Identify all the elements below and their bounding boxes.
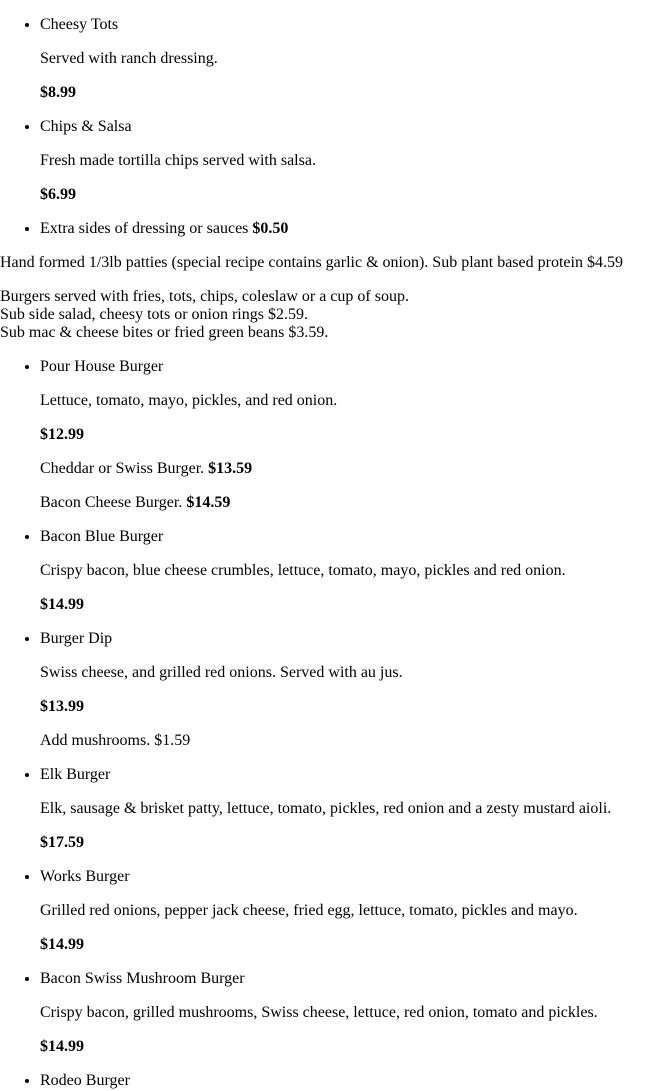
item-description: Grilled red onions, pepper jack cheese, fried egg, lettuce, tomato, pickles and mayo. bbox=[40, 902, 578, 919]
sides-line-2: Sub side salad, cheesy tots or onion rings $2.59. bbox=[0, 306, 308, 323]
menu-item-bacon-blue-burger bbox=[40, 528, 654, 614]
extra-sides-text: Extra sides of dressing or sauces bbox=[40, 220, 253, 237]
item-price: $6.99 bbox=[40, 186, 76, 203]
option-text: Cheddar or Swiss Burger. bbox=[40, 460, 209, 477]
item-name: • Chips & Salsa bbox=[40, 118, 132, 135]
item-price: $14.99 bbox=[40, 1038, 84, 1055]
menu-item-bacon-swiss-mushroom-burger bbox=[40, 970, 654, 1056]
option-text: Bacon Cheese Burger. bbox=[40, 494, 187, 511]
item-description: Fresh made tortilla chips served with salsa. bbox=[40, 152, 316, 169]
item-price: $14.99 bbox=[40, 596, 84, 613]
menu-item-cheesy-tots bbox=[40, 16, 654, 102]
menu-item-extra-sides bbox=[40, 220, 654, 238]
item-name: • Bacon Swiss Mushroom Burger bbox=[40, 970, 245, 987]
item-price: $12.99 bbox=[40, 426, 84, 443]
item-option-cheese bbox=[40, 460, 654, 478]
item-name: • Bacon Blue Burger bbox=[40, 528, 164, 545]
item-description: Swiss cheese, and grilled red onions. Served with au jus. bbox=[40, 664, 403, 681]
item-price: $8.99 bbox=[40, 84, 76, 101]
item-name: • Pour House Burger bbox=[40, 358, 164, 375]
menu-item-pour-house-burger bbox=[40, 358, 654, 512]
menu-item-works-burger bbox=[40, 868, 654, 954]
item-description: Elk, sausage & brisket patty, lettuce, tomato, pickles, red onion and a zesty mustard aioli. bbox=[40, 800, 612, 817]
extra-sides-price: $0.50 bbox=[252, 220, 289, 237]
menu-item-burger-dip bbox=[40, 630, 654, 750]
item-description: Lettuce, tomato, mayo, pickles, and red onion. bbox=[40, 392, 338, 409]
item-name: • Works Burger bbox=[40, 868, 130, 885]
burgers-list bbox=[0, 358, 654, 1090]
patties-note: Hand formed 1/3lb patties (special recipe contains garlic & onion). Sub plant based protein $4.59 bbox=[0, 254, 623, 271]
item-option-bacon-cheese bbox=[40, 494, 654, 512]
sides-note bbox=[0, 288, 409, 342]
sides-line-3: Sub mac & cheese bites or fried green beans $3.59. bbox=[0, 324, 329, 341]
appetizers-list bbox=[0, 16, 654, 238]
item-addon: Add mushrooms. $1.59 bbox=[40, 732, 191, 749]
item-price: $13.99 bbox=[40, 698, 84, 715]
sides-line-1: Burgers served with fries, tots, chips, coleslaw or a cup of soup. bbox=[0, 288, 409, 305]
menu-item-elk-burger bbox=[40, 766, 654, 852]
extra-sides-line bbox=[40, 220, 654, 238]
item-price: $14.99 bbox=[40, 936, 84, 953]
item-description: Served with ranch dressing. bbox=[40, 50, 218, 67]
item-name: • Burger Dip bbox=[40, 630, 113, 647]
item-name: • Rodeo Burger bbox=[40, 1072, 130, 1089]
item-price: $17.59 bbox=[40, 834, 84, 851]
item-name: • Cheesy Tots bbox=[40, 16, 119, 33]
menu-item-rodeo-burger bbox=[40, 1072, 654, 1090]
option-price: $13.59 bbox=[208, 460, 253, 477]
option-price: $14.59 bbox=[186, 494, 231, 511]
item-description: Crispy bacon, grilled mushrooms, Swiss cheese, lettuce, red onion, tomato and pickles. bbox=[40, 1004, 598, 1021]
item-description: Crispy bacon, blue cheese crumbles, lettuce, tomato, mayo, pickles and red onion. bbox=[40, 562, 566, 579]
item-name: • Elk Burger bbox=[40, 766, 111, 783]
menu-item-chips-salsa bbox=[40, 118, 654, 204]
